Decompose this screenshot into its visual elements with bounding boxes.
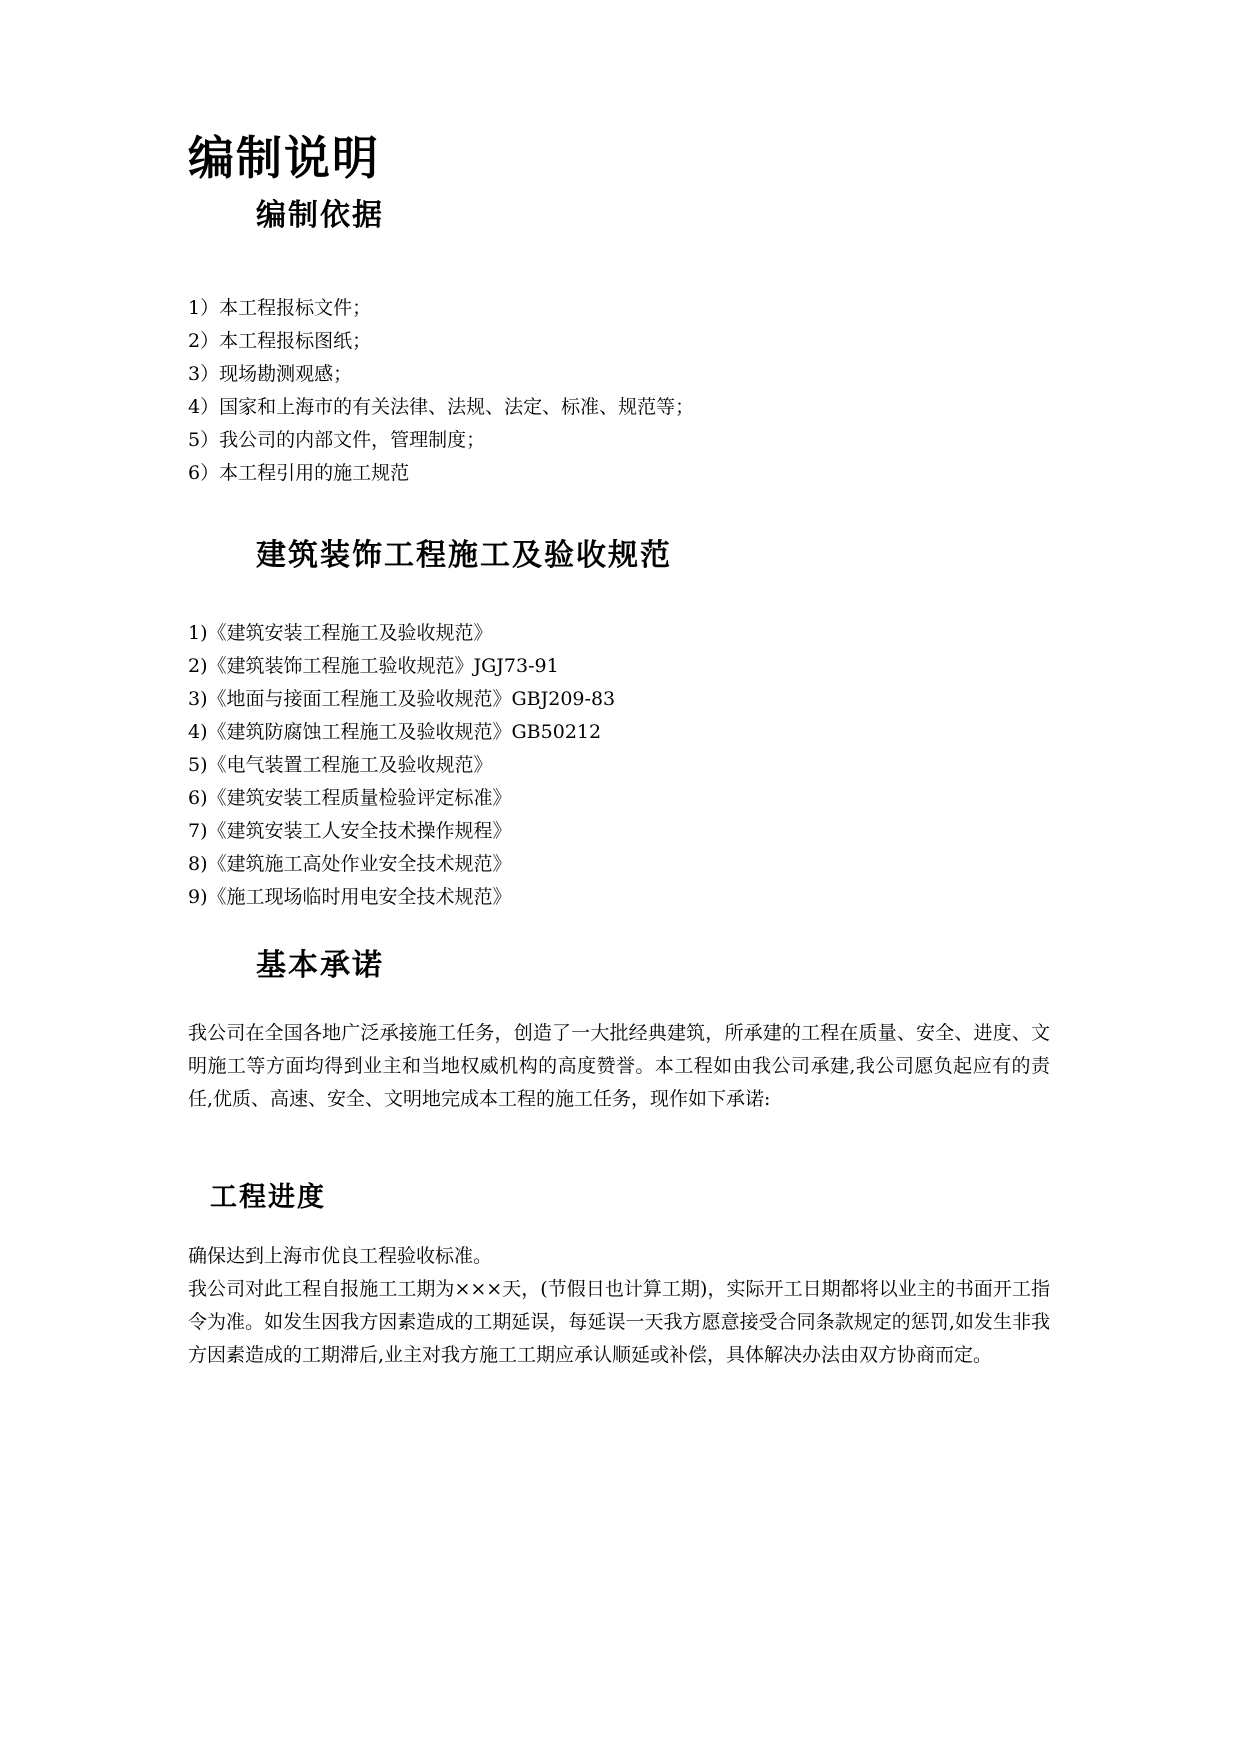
section-heading-progress: 工程进度 (210, 1182, 326, 1213)
progress-line: 确保达到上海市优良工程验收标准。 (188, 1245, 493, 1267)
list-item: 3）现场勘测观感； (188, 363, 353, 385)
section-heading-commitment: 基本承诺 (256, 948, 384, 983)
commitment-paragraph: 我公司在全国各地广泛承接施工任务，创造了一大批经典建筑，所承建的工程在质量、安全、进度、文明施工等方面均得到业主和当地权威机构的高度赞誉。本工程如由我公司承建,我公司愿负起应有的责任,优质、高速、安全、文明地完成本工程的施工任务，现作如下承诺: (188, 1022, 1050, 1110)
progress-paragraph: 我公司对此工程自报施工工期为×××天，(节假日也计算工期)，实际开工日期都将以业主的书面开工指令为准。如发生因我方因素造成的工期延误，每延误一天我方愿意接受合同条款规定的惩罚,如发生非我方因素造成的工期滞后,业主对我方施工工期应承认顺延或补偿，具体解决办法由双方协商而定。 (188, 1278, 1050, 1366)
list-item: 4）国家和上海市的有关法律、法规、法定、标准、规范等； (188, 396, 695, 418)
section-heading-basis: 编制依据 (256, 198, 384, 233)
list-item: 4)《建筑防腐蚀工程施工及验收规范》GB50212 (188, 721, 602, 743)
list-item: 2）本工程报标图纸； (188, 330, 372, 352)
list-item: 6)《建筑安装工程质量检验评定标准》 (188, 787, 512, 809)
list-item: 3)《地面与接面工程施工及验收规范》GBJ209-83 (188, 688, 616, 710)
list-item: 8)《建筑施工高处作业安全技术规范》 (188, 853, 512, 875)
list-item: 7)《建筑安装工人安全技术操作规程》 (188, 820, 512, 842)
standards-list (188, 617, 615, 914)
list-item: 5）我公司的内部文件，管理制度； (188, 429, 486, 451)
list-item: 1)《建筑安装工程施工及验收规范》 (188, 622, 493, 644)
list-item: 9)《施工现场临时用电安全技术规范》 (188, 886, 512, 908)
section-heading-standards: 建筑装饰工程施工及验收规范 (256, 538, 672, 573)
document-title: 编制说明 (188, 131, 380, 185)
list-item: 1）本工程报标文件； (188, 297, 372, 319)
list-item: 2)《建筑装饰工程施工验收规范》JGJ73-91 (188, 655, 559, 677)
list-item: 6）本工程引用的施工规范 (188, 462, 410, 484)
list-item: 5)《电气装置工程施工及验收规范》 (188, 754, 493, 776)
basis-list (188, 292, 694, 490)
